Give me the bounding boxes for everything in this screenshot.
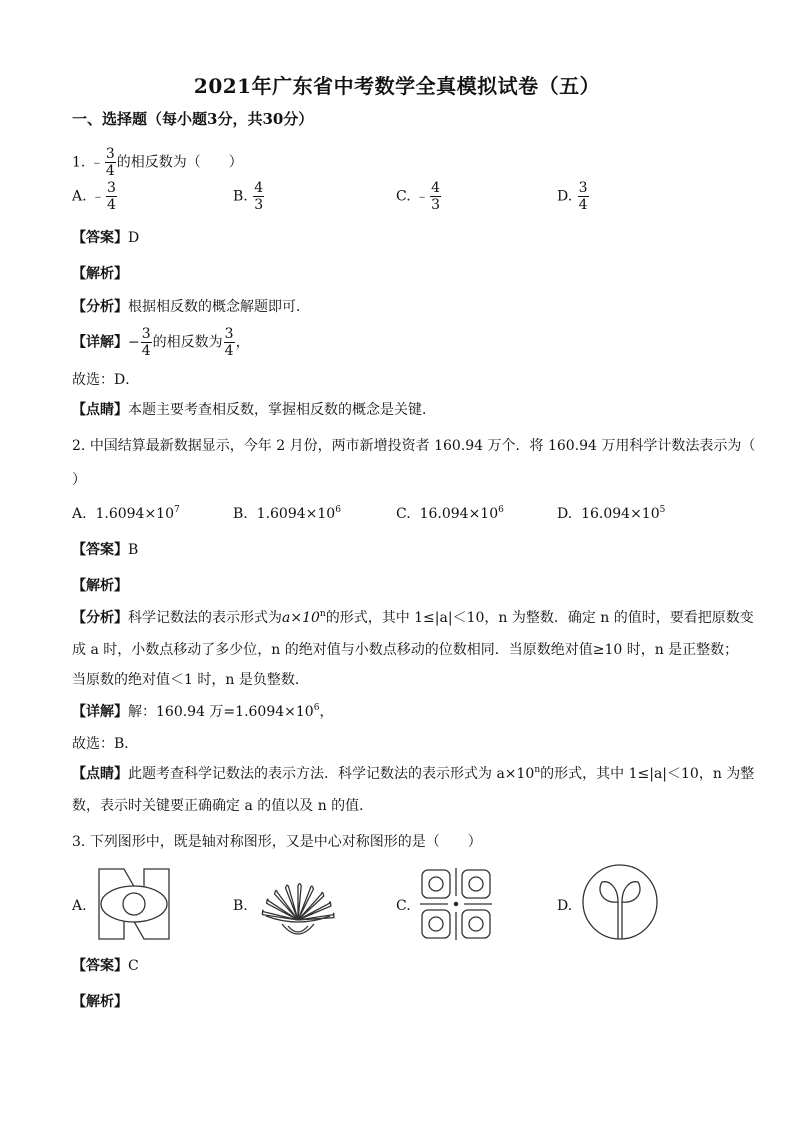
q2-analysis-heading: [72, 576, 128, 596]
q1-option-fraction: [253, 180, 264, 213]
option-base: 16.094×10: [419, 506, 499, 522]
q3-figure-b[interactable]: [258, 864, 338, 942]
q3-figure-c[interactable]: [418, 866, 494, 942]
q1-option-c[interactable]: [396, 180, 442, 213]
dianjing-tag: 【点睛】: [72, 402, 128, 418]
q2-number: 2.: [72, 438, 86, 454]
option-label: C.: [396, 506, 411, 522]
frac-num: 3: [107, 180, 116, 196]
dianjing-exp: n: [534, 765, 541, 775]
fan-petal: [262, 910, 298, 920]
option-base: 1.6094×10: [95, 506, 174, 522]
q3-analysis-heading: [72, 992, 128, 1012]
q1-option-fraction: [430, 180, 441, 213]
dianjing-text: 此题考查科学记数法的表示方法．科学记数法的表示形式为 a×10: [128, 766, 535, 782]
option-exp: 6: [498, 505, 504, 515]
answer-value: C: [128, 958, 139, 974]
q3-figure-a[interactable]: [96, 866, 172, 942]
xiangjie-exp: 6: [313, 703, 320, 713]
q2-option-b[interactable]: [233, 504, 341, 524]
q1-option-a[interactable]: [72, 180, 118, 213]
q3-answer: [72, 956, 139, 976]
minus-sign: −: [128, 334, 140, 351]
frac-num: 3: [141, 326, 151, 342]
fenxi-text: 根据相反数的概念解题即可．: [128, 299, 310, 315]
answer-value: B: [128, 542, 139, 558]
xiangjie-tag: 【详解】: [72, 704, 128, 720]
fenxi-tag: 【分析】: [72, 610, 128, 626]
answer-tag: 【答案】: [72, 542, 128, 558]
fan-petal: [298, 892, 324, 920]
q2-xiangjie: [72, 702, 333, 722]
q1-option-label: B.: [233, 188, 248, 205]
fenxi-expr: a×10: [282, 610, 320, 626]
frac-den: 4: [141, 343, 151, 359]
option-label: A.: [72, 506, 87, 522]
option-exp: 7: [174, 505, 180, 515]
xiangjie-text: 的相反数为: [152, 334, 223, 351]
q1-option-sign: ﹣: [415, 188, 430, 205]
q1-fenxi: [72, 297, 310, 317]
dianjing-text: 本题主要考查相反数，掌握相反数的概念是关键．: [128, 402, 436, 418]
fenxi-exp: n: [319, 609, 326, 619]
punct: ，: [319, 704, 334, 720]
q1-stem: [72, 146, 243, 179]
answer-value: D: [128, 230, 140, 246]
q2-stem-end: ）: [72, 472, 86, 488]
fenxi-tag: 【分析】: [72, 299, 128, 315]
q2-stem: [72, 436, 755, 456]
frac-den: 3: [431, 197, 441, 213]
q2-option-a[interactable]: [72, 504, 180, 524]
frac-num: 3: [578, 180, 588, 196]
q3-option-c-label[interactable]: C.: [396, 898, 411, 914]
q1-neg-sign: ﹣: [89, 154, 104, 171]
option-label: B.: [233, 506, 248, 522]
frac-den: 4: [578, 197, 588, 213]
q1-option-fraction: [578, 180, 589, 213]
q1-option-b[interactable]: [233, 180, 265, 213]
q2-option-d[interactable]: [557, 504, 665, 524]
frac-num: 3: [224, 326, 234, 342]
q2-dianjing-line2: 数，表示时关键要正确确定 a 的值以及 n 的值．: [72, 798, 374, 814]
option-exp: 6: [335, 505, 341, 515]
option-base: 16.094×10: [581, 506, 660, 522]
q3-number: 3.: [72, 834, 86, 850]
q3-figure-d[interactable]: [580, 862, 660, 942]
q1-dianjing: [72, 400, 436, 420]
q1-frac-den: 4: [105, 163, 115, 179]
q3-option-d-label[interactable]: D.: [557, 898, 573, 914]
q1-option-label: C.: [396, 188, 411, 205]
q3-option-b-label[interactable]: B.: [233, 898, 248, 914]
q2-fenxi-line1: [72, 608, 754, 628]
q2-dianjing-line1: [72, 764, 754, 784]
q3-option-a-label[interactable]: A.: [72, 898, 87, 914]
frac-num: 4: [431, 180, 441, 196]
q1-option-fraction: [106, 180, 117, 213]
option-base: 1.6094×10: [256, 506, 336, 522]
q1-guxuan: 故选：D．: [72, 372, 140, 388]
fraction: [141, 326, 152, 359]
option-label: D.: [557, 506, 573, 522]
analysis-tag: 【解析】: [72, 266, 128, 282]
section-heading: 一、选择题（每小题3分，共30分）: [72, 110, 314, 128]
q3-stem-text: 下列图形中，既是轴对称图形，又是中心对称图形的是（ ）: [89, 834, 482, 850]
q1-xiangjie: [72, 326, 250, 359]
q2-guxuan: 故选：B．: [72, 736, 139, 752]
fenxi-text: 的形式，其中 1≤|a|＜10，n 为整数．确定 n 的值时，要看把原数变: [325, 610, 754, 626]
xiangjie-text: 解：160.94 万=1.6094×10: [128, 704, 314, 720]
fraction: [224, 326, 235, 359]
option-exp: 5: [659, 505, 666, 515]
q1-option-label: A.: [72, 188, 87, 205]
frac-den: 4: [107, 197, 116, 213]
analysis-tag: 【解析】: [72, 994, 128, 1010]
frac-den: 4: [224, 343, 234, 359]
q1-option-sign: ﹣: [91, 188, 106, 205]
q2-fenxi-line2: 成 a 时，小数点移动了多少位，n 的绝对值与小数点移动的位数相同．当原数绝对值≥10 时，n 是正整数；: [72, 642, 739, 658]
q1-frac-num: 3: [105, 146, 115, 162]
punct: ，: [235, 334, 250, 351]
xiangjie-tag: 【详解】: [72, 334, 128, 351]
answer-tag: 【答案】: [72, 958, 128, 974]
q2-fenxi-line3: 当原数的绝对值＜1 时，n 是负整数．: [72, 672, 309, 688]
q2-stem-text: 中国结算最新数据显示，今年 2 月份，两市新增投资者 160.94 万个．将 160.94 万用科学计数法表示为（: [89, 438, 756, 454]
q2-option-c[interactable]: [396, 504, 504, 524]
frac-den: 3: [254, 197, 264, 213]
answer-tag: 【答案】: [72, 230, 128, 246]
q3-stem: [72, 832, 482, 852]
q1-option-d[interactable]: [557, 180, 590, 213]
q1-option-label: D.: [557, 188, 573, 205]
frac-num: 4: [254, 180, 264, 196]
page-title: 2021年广东省中考数学全真模拟试卷（五）: [193, 74, 601, 98]
dianjing-tag: 【点睛】: [72, 766, 128, 782]
q2-answer: [72, 540, 138, 560]
q1-number: 1.: [72, 154, 86, 171]
q1-stem-text: 的相反数为（ ）: [116, 154, 243, 171]
dianjing-text: 的形式，其中 1≤|a|＜10，n 为整: [540, 766, 755, 782]
q1-answer: [72, 228, 139, 248]
analysis-tag: 【解析】: [72, 578, 128, 594]
q1-fraction: [105, 146, 116, 179]
fenxi-text: 科学记数法的表示形式为: [128, 610, 282, 626]
q1-analysis-heading: [72, 264, 128, 284]
